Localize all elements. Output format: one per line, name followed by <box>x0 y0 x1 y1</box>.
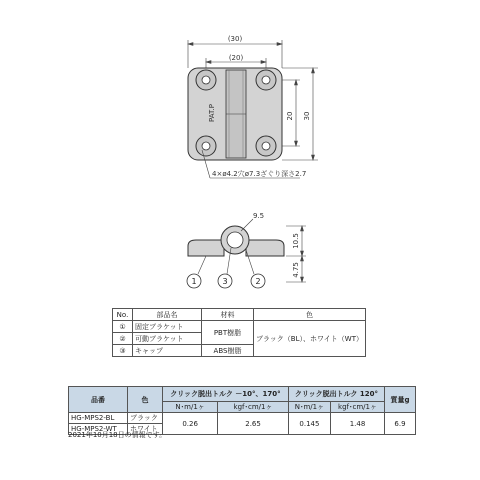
callout-1-label: 1 <box>191 277 197 286</box>
part-color: ブラック（BL）、ホワイト（WT） <box>253 321 365 357</box>
part-material: ABS樹脂 <box>202 345 254 357</box>
dim-thickness: 4.75 <box>292 262 300 278</box>
part-no: ③ <box>113 345 133 357</box>
part-name: 固定ブラケット <box>132 321 201 333</box>
dim-radius: 9.5 <box>253 212 265 220</box>
mounting-hole-bottom-left <box>196 136 216 156</box>
header-mass: 質量g <box>385 387 416 413</box>
dim-width-inner: (20) <box>228 54 244 62</box>
mounting-hole-bottom-right <box>256 136 276 156</box>
callout-1 <box>187 256 206 288</box>
part-name: 可動ブラケット <box>132 333 201 345</box>
model-number: HG-MPS2-WT <box>69 424 128 435</box>
header-no: No. <box>113 309 133 321</box>
model-color: ブラック <box>128 413 163 424</box>
value-kgf-1: 2.65 <box>218 413 289 435</box>
mounting-hole-top-left <box>196 70 216 90</box>
parts-table-header <box>113 309 366 321</box>
parts-table <box>112 308 366 357</box>
dim-height-inner: 20 <box>286 111 294 121</box>
part-name: キャップ <box>132 345 201 357</box>
callout-2-label: 2 <box>255 277 261 286</box>
value-kgf-2: 1.48 <box>331 413 385 435</box>
header-material: 材料 <box>202 309 254 321</box>
dim-side-height: 10.5 <box>292 233 300 249</box>
callout-3-label: 3 <box>222 277 228 286</box>
subheader-nm-1: N･m/1ヶ <box>163 402 218 413</box>
dim-width-outer: (30) <box>227 35 243 43</box>
subheader-kgf-2: kgf･cm/1ヶ <box>331 402 385 413</box>
subheader-nm-2: N･m/1ヶ <box>288 402 330 413</box>
hole-note: 4×ø4.2穴ø7.3ざぐり深さ2.7 <box>212 170 307 178</box>
table-row <box>69 413 416 424</box>
table-row <box>113 321 366 333</box>
header-torque-10-170: クリック脱出トルク －10°、170° <box>163 387 289 402</box>
part-no: ① <box>113 321 133 333</box>
mounting-hole-top-right <box>256 70 276 90</box>
spec-table-header <box>69 387 416 402</box>
dim-height-outer: 30 <box>303 111 311 121</box>
embossed-text: PAT.P <box>208 104 216 122</box>
part-no: ② <box>113 333 133 345</box>
value-mass: 6.9 <box>385 413 416 435</box>
value-nm-1: 0.26 <box>163 413 218 435</box>
spec-table <box>68 386 416 435</box>
header-name: 部品名 <box>132 309 201 321</box>
radius-dimension <box>241 219 253 231</box>
model-number: HG-MPS2-BL <box>69 413 128 424</box>
value-nm-2: 0.145 <box>288 413 330 435</box>
model-color: ホワイト <box>128 424 163 435</box>
subheader-kgf-1: kgf･cm/1ヶ <box>218 402 289 413</box>
footnote: 2021年10月18日の情報です。 <box>68 431 167 439</box>
part-material: PBT樹脂 <box>202 321 254 345</box>
hinge-side-view <box>188 226 284 256</box>
header-model: 品番 <box>69 387 128 413</box>
header-torque-120: クリック脱出トルク 120° <box>288 387 384 402</box>
header-color: 色 <box>253 309 365 321</box>
header-color: 色 <box>128 387 163 413</box>
